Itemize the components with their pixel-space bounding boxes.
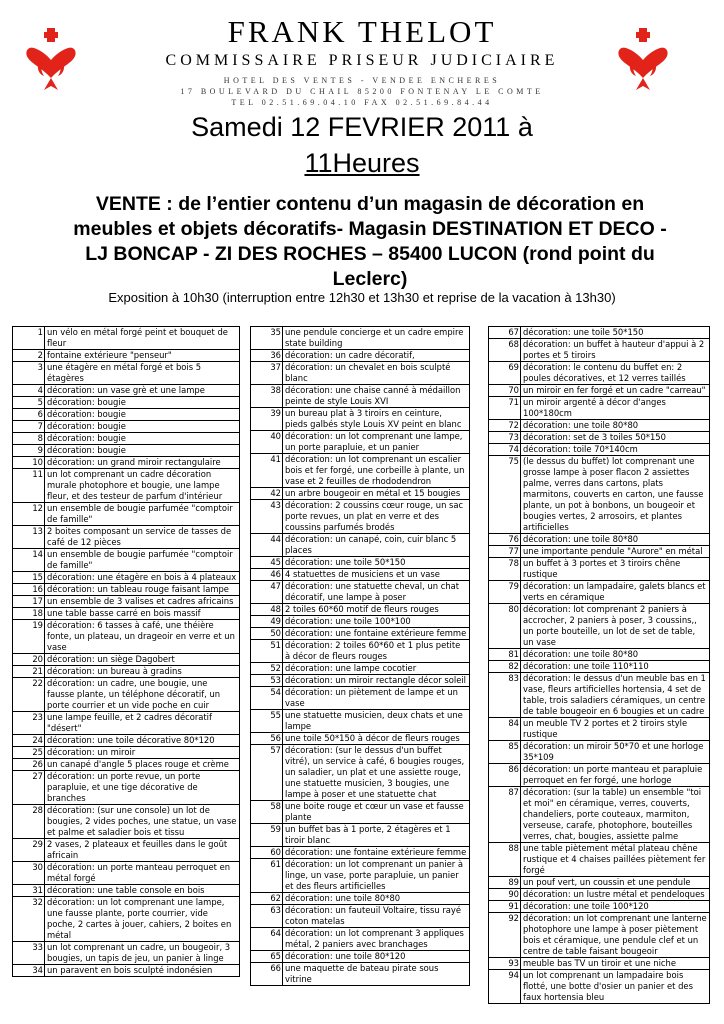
lot-number: 16	[13, 584, 45, 596]
lot-description: un miroir en fer forgé et un cadre "carreau"	[521, 385, 710, 397]
lot-number: 92	[489, 913, 521, 958]
lot-number: 88	[489, 843, 521, 877]
lot-number: 23	[13, 712, 45, 735]
lot-description: décoration: bougie	[45, 445, 240, 457]
lot-number: 40	[251, 431, 283, 454]
lot-description: décoration: toile 70*140cm	[521, 444, 710, 456]
lot-number: 57	[251, 745, 283, 801]
lot-number: 73	[489, 432, 521, 444]
lot-row	[13, 572, 240, 584]
lot-number: 89	[489, 877, 521, 889]
lot-number: 54	[251, 687, 283, 710]
lot-number: 29	[13, 839, 45, 862]
lot-number: 86	[489, 764, 521, 787]
lot-number: 34	[13, 965, 45, 977]
lot-row	[489, 718, 710, 741]
lot-number: 47	[251, 581, 283, 604]
lot-number: 33	[13, 942, 45, 965]
lot-row	[251, 454, 470, 488]
lot-number: 69	[489, 362, 521, 385]
lot-row	[13, 805, 240, 839]
lots-table-column-1	[12, 326, 240, 977]
lot-row	[13, 747, 240, 759]
lot-description: décoration: une table console en bois	[45, 885, 240, 897]
lot-row	[251, 801, 470, 824]
lot-row	[251, 327, 470, 350]
lot-description: une pendule concierge et un cadre empire state building	[283, 327, 470, 350]
lot-description: un pouf vert, un coussin et une pendule	[521, 877, 710, 889]
auctioneer-title: COMMISSAIRE PRISEUR JUDICIAIRE	[165, 52, 559, 69]
lot-number: 5	[13, 397, 45, 409]
lot-row	[13, 596, 240, 608]
contact-line: TEL 02.51.69.04.10 FAX 02.51.69.84.44	[231, 98, 493, 107]
lot-number: 9	[13, 445, 45, 457]
lot-number: 55	[251, 710, 283, 733]
lot-row	[489, 913, 710, 958]
lot-number: 32	[13, 897, 45, 942]
lot-description: (le dessus du buffet) lot comprenant une grosse lampe à poser flacon 2 assiettes palme, verres dans cartons, plats marmitons, couverts en carton, une fausse plante, un pot à bonbons, un bougeoir et bougies vertes, 2 arrosoirs, et plantes artificielles	[521, 456, 710, 534]
lot-number: 50	[251, 628, 283, 640]
lot-description: décoration: une toile 80*80	[521, 420, 710, 432]
lot-row	[13, 666, 240, 678]
lot-number: 51	[251, 640, 283, 663]
lot-number: 75	[489, 456, 521, 534]
lot-number: 78	[489, 558, 521, 581]
lot-description: décoration: set de 3 toiles 50*150	[521, 432, 710, 444]
lot-description: décoration: un lot comprenant 3 appliques métal, 2 paniers avec branchages	[283, 928, 470, 951]
lot-number: 41	[251, 454, 283, 488]
lot-number: 46	[251, 569, 283, 581]
lot-row	[251, 362, 470, 385]
lot-row	[251, 687, 470, 710]
lot-number: 62	[251, 893, 283, 905]
lot-number: 45	[251, 557, 283, 569]
lot-row	[13, 885, 240, 897]
lot-description: un miroir argenté à décor d'anges 100*180cm	[521, 397, 710, 420]
lot-description: un canapé d'angle 5 places rouge et crème	[45, 759, 240, 771]
lot-number: 31	[13, 885, 45, 897]
lot-row	[13, 433, 240, 445]
lot-description: un meuble TV 2 portes et 2 tiroirs style rustique	[521, 718, 710, 741]
lot-row	[251, 928, 470, 951]
lot-row	[251, 408, 470, 431]
lot-description: décoration: un cadre, une bougie, une fausse plante, un téléphone décoratif, un porte courrier et un vide poche en cuir	[45, 678, 240, 712]
lot-row	[251, 675, 470, 687]
lot-number: 15	[13, 572, 45, 584]
lot-description: décoration: une toile 50*150	[283, 557, 470, 569]
lot-number: 24	[13, 735, 45, 747]
lot-description: décoration: lot comprenant 2 paniers à accrocher, 2 paniers à poser, 3 coussins,, un porte bouteille, un lot de set de table, un vase	[521, 604, 710, 649]
lot-description: un paravent en bois sculpté indonésien	[45, 965, 240, 977]
lot-row	[251, 710, 470, 733]
lot-row	[13, 526, 240, 549]
lot-description: décoration: une lampe cocotier	[283, 663, 470, 675]
lot-description: décoration: (sur le dessus d'un buffet vitré), un service à café, 6 bougies rouges, un saladier, un plat et une assiette rouge, une statuette musicien, 3 bougies, une lampe à poser et une statuette chat	[283, 745, 470, 801]
lot-number: 42	[251, 488, 283, 500]
lot-description: décoration: un lustre métal et pendeloques	[521, 889, 710, 901]
lot-number: 39	[251, 408, 283, 431]
lot-number: 70	[489, 385, 521, 397]
lot-row	[251, 628, 470, 640]
lot-description: décoration: une toile 100*100	[283, 616, 470, 628]
lot-description: un lot comprenant un cadre décoration murale photophore et bougie, une lampe fleur, et des testeur de parfum d'intérieur	[45, 469, 240, 503]
lot-description: un buffet à 3 portes et 3 tiroirs chêne rustique	[521, 558, 710, 581]
lot-description: décoration: une toile décorative 80*120	[45, 735, 240, 747]
lot-description: une statuette musicien, deux chats et une lampe	[283, 710, 470, 733]
lot-row	[489, 604, 710, 649]
lots-table-column-2	[250, 326, 470, 986]
lot-row	[489, 787, 710, 843]
lot-number: 4	[13, 385, 45, 397]
lot-row	[251, 893, 470, 905]
lot-row	[489, 889, 710, 901]
lot-row	[489, 843, 710, 877]
lot-row	[251, 488, 470, 500]
lot-description: décoration: un lot comprenant une lampe, une fausse plante, porte courrier, vide poche, 2 cartes à jouer, cahiers, 2 boites en métal	[45, 897, 240, 942]
lot-description: décoration: un lot comprenant une lanterne photophore une lampe à poser piètement bois et céramique, une pendule clef et un centre de table faisant bougeoir	[521, 913, 710, 958]
lot-number: 59	[251, 824, 283, 847]
lot-row	[251, 824, 470, 847]
lot-number: 76	[489, 534, 521, 546]
lot-row	[251, 534, 470, 557]
lot-description: une maquette de bateau pirate sous vitrine	[283, 963, 470, 986]
lot-description: un buffet bas à 1 porte, 2 étagères et 1 tiroir blanc	[283, 824, 470, 847]
lot-row	[13, 503, 240, 526]
lot-row	[489, 558, 710, 581]
lot-row	[489, 456, 710, 534]
lot-number: 65	[251, 951, 283, 963]
lot-description: décoration: le contenu du buffet en: 2 poules décoratives, et 12 verres taillés	[521, 362, 710, 385]
lot-description: décoration: 6 tasses à café, une théière fonte, un plateau, un drageoir en verre et un vase	[45, 620, 240, 654]
lot-description: décoration: une chaise canné à médaillon peinte de style Louis XVI	[283, 385, 470, 408]
lot-row	[489, 764, 710, 787]
lot-row	[489, 958, 710, 970]
lot-row	[251, 663, 470, 675]
lot-number: 2	[13, 350, 45, 362]
lot-number: 74	[489, 444, 521, 456]
lot-row	[13, 362, 240, 385]
lot-number: 84	[489, 718, 521, 741]
lot-description: décoration: un lot comprenant une lampe, un porte parapluie, et un panier	[283, 431, 470, 454]
lot-number: 71	[489, 397, 521, 420]
lot-description: décoration: une étagère en bois à 4 plateaux	[45, 572, 240, 584]
lot-row	[13, 457, 240, 469]
lot-number: 67	[489, 327, 521, 339]
lot-number: 3	[13, 362, 45, 385]
lot-number: 49	[251, 616, 283, 628]
lot-row	[489, 339, 710, 362]
lot-description: décoration: une toile 100*120	[521, 901, 710, 913]
lot-description: décoration: une fontaine extérieure femme	[283, 847, 470, 859]
lot-description: décoration: un buffet à hauteur d'appui à 2 portes et 5 tiroirs	[521, 339, 710, 362]
lot-description: une lampe feuille, et 2 cadres décoratif "désert"	[45, 712, 240, 735]
lot-number: 72	[489, 420, 521, 432]
lot-row	[251, 905, 470, 928]
lot-description: une table piètement métal plateau chêne rustique et 4 chaises paillées piètement fer forgé	[521, 843, 710, 877]
lot-row	[489, 877, 710, 889]
lot-description: décoration: bougie	[45, 409, 240, 421]
lot-description: décoration: un piètement de lampe et un vase	[283, 687, 470, 710]
lot-row	[489, 444, 710, 456]
lot-row	[13, 712, 240, 735]
lot-number: 43	[251, 500, 283, 534]
lot-row	[13, 759, 240, 771]
lot-number: 64	[251, 928, 283, 951]
lot-row	[13, 421, 240, 433]
lot-row	[13, 469, 240, 503]
lot-row	[489, 327, 710, 339]
lot-description: 2 toiles 60*60 motif de fleurs rouges	[283, 604, 470, 616]
lot-row	[251, 569, 470, 581]
lot-row	[251, 745, 470, 801]
lot-number: 13	[13, 526, 45, 549]
lot-description: décoration: bougie	[45, 421, 240, 433]
lot-number: 53	[251, 675, 283, 687]
lot-row	[251, 604, 470, 616]
lot-description: décoration: (sur la table) un ensemble "toi et moi" en céramique, verres, couverts, chandeliers, porte couteaux, marmiton, verseuse, carafe, photophore, bouteilles verres, chat, bougies, assiette palme	[521, 787, 710, 843]
lot-number: 58	[251, 801, 283, 824]
lot-description: 2 boites composant un service de tasses de café de 12 pièces	[45, 526, 240, 549]
lot-number: 36	[251, 350, 283, 362]
lot-number: 52	[251, 663, 283, 675]
lot-number: 22	[13, 678, 45, 712]
lot-row	[489, 661, 710, 673]
lots-table-column-3	[488, 326, 710, 1004]
lot-number: 85	[489, 741, 521, 764]
lot-description: décoration: un tableau rouge faisant lampe	[45, 584, 240, 596]
sale-date: Samedi 12 FEVRIER 2011 à	[191, 112, 533, 142]
lot-row	[251, 581, 470, 604]
lot-description: décoration: un grand miroir rectangulaire	[45, 457, 240, 469]
lot-number: 66	[251, 963, 283, 986]
lot-description: décoration: un canapé, coin, cuir blanc 5 places	[283, 534, 470, 557]
lot-description: décoration: 2 coussins cœur rouge, un sac porte revues, un plat en verre et des coussins parfumés brodés	[283, 500, 470, 534]
lot-description: une table basse carré en bois massif	[45, 608, 240, 620]
lot-number: 26	[13, 759, 45, 771]
lot-row	[13, 445, 240, 457]
lot-number: 82	[489, 661, 521, 673]
lot-description: décoration: une fontaine extérieure femme	[283, 628, 470, 640]
lot-number: 35	[251, 327, 283, 350]
lot-description: décoration: une toile 50*150	[521, 327, 710, 339]
lot-row	[13, 385, 240, 397]
lot-row	[489, 362, 710, 385]
lot-number: 7	[13, 421, 45, 433]
lot-number: 8	[13, 433, 45, 445]
auctioneer-name: FRANK THELOT	[227, 14, 497, 49]
sale-description: VENTE : de l’entier contenu d’un magasin de décoration en meubles et objets décoratifs- Magasin DESTINATION ET DECO - LJ BONCAP - ZI DES ROCHES – 85400 LUCON (rond point du Leclerc)	[73, 193, 667, 290]
lot-description: un lot comprenant un cadre, un bougeoir, 3 bougies, un tapis de jeu, un panier à linge	[45, 942, 240, 965]
lot-description: une importante pendule "Aurore" en métal	[521, 546, 710, 558]
lot-description: décoration: un lampadaire, galets blancs et verts en céramique	[521, 581, 710, 604]
lot-row	[13, 862, 240, 885]
lot-description: un lot comprenant un lampadaire bois flotté, une botte d'osier un panier et des faux hortensia bleu	[521, 970, 710, 1004]
lot-description: fontaine extérieure "penseur"	[45, 350, 240, 362]
lot-row	[13, 584, 240, 596]
lot-number: 77	[489, 546, 521, 558]
lot-row	[13, 350, 240, 362]
lot-description: décoration: un cadre décoratif,	[283, 350, 470, 362]
lot-description: un vélo en métal forgé peint et bouquet de fleur	[45, 327, 240, 350]
lot-description: décoration: un miroir	[45, 747, 240, 759]
lot-row	[13, 654, 240, 666]
sale-time: 11Heures	[304, 148, 420, 178]
lot-number: 19	[13, 620, 45, 654]
lot-number: 1	[13, 327, 45, 350]
lot-description: 4 statuettes de musiciens et un vase	[283, 569, 470, 581]
address-line: HOTEL DES VENTES - VENDEE ENCHERES	[223, 76, 501, 85]
lot-description: décoration: un porte revue, un porte parapluie, et une tige décorative de branches	[45, 771, 240, 805]
lot-row	[13, 771, 240, 805]
lot-row	[13, 839, 240, 862]
lot-row	[489, 970, 710, 1004]
lot-row	[489, 901, 710, 913]
lot-number: 20	[13, 654, 45, 666]
lot-description: décoration: une toile 110*110	[521, 661, 710, 673]
lot-number: 44	[251, 534, 283, 557]
lot-number: 37	[251, 362, 283, 385]
lot-description: décoration: une toile 80*80	[283, 893, 470, 905]
lot-row	[13, 327, 240, 350]
lot-number: 90	[489, 889, 521, 901]
lot-description: meuble bas TV un tiroir et une niche	[521, 958, 710, 970]
lot-description: décoration: une toile 80*80	[521, 534, 710, 546]
lot-description: décoration: (sur une console) un lot de bougies, 2 vides poches, une statue, un vase et palme et saladier bois et tissu	[45, 805, 240, 839]
lot-description: une boite rouge et cœur un vase et fausse plante	[283, 801, 470, 824]
lot-row	[13, 608, 240, 620]
lot-number: 27	[13, 771, 45, 805]
lot-number: 94	[489, 970, 521, 1004]
lot-description: décoration: un bureau à gradins	[45, 666, 240, 678]
lot-row	[251, 640, 470, 663]
lot-number: 38	[251, 385, 283, 408]
lot-description: décoration: une toile 80*80	[521, 649, 710, 661]
lot-row	[489, 420, 710, 432]
lot-number: 25	[13, 747, 45, 759]
lot-row	[251, 951, 470, 963]
lot-row	[251, 733, 470, 745]
lot-row	[251, 847, 470, 859]
exposition-info: Exposition à 10h30 (interruption entre 12h30 et 13h30 et reprise de la vacation à 13h30)	[108, 290, 616, 305]
lot-description: décoration: un porte manteau perroquet en métal forgé	[45, 862, 240, 885]
lot-row	[489, 649, 710, 661]
lot-number: 60	[251, 847, 283, 859]
lot-number: 80	[489, 604, 521, 649]
lot-description: décoration: un siège Dagobert	[45, 654, 240, 666]
lot-description: un ensemble de bougie parfumée "comptoir de famille"	[45, 503, 240, 526]
lot-row	[251, 859, 470, 893]
lot-number: 28	[13, 805, 45, 839]
lot-description: décoration: un miroir 50*70 et une horloge 35*109	[521, 741, 710, 764]
lot-row	[489, 534, 710, 546]
lot-number: 17	[13, 596, 45, 608]
address-line: 17 BOULEVARD DU CHAIL 85200 FONTENAY LE COMTE	[180, 87, 544, 96]
lot-description: décoration: un vase grè et une lampe	[45, 385, 240, 397]
lot-row	[489, 673, 710, 718]
lot-description: décoration: un lot comprenant un panier à linge, un vase, porte parapluie, un panier et des fleurs artificielles	[283, 859, 470, 893]
lot-number: 56	[251, 733, 283, 745]
lot-number: 83	[489, 673, 521, 718]
lot-number: 14	[13, 549, 45, 572]
lot-description: décoration: le dessus d'un meuble bas en 1 vase, fleurs artificielles hortensia, 4 set de table, trois saladiers céramiques, un centre de table bougeoir en 6 bougies et un cadre	[521, 673, 710, 718]
lot-row	[251, 963, 470, 986]
lot-number: 21	[13, 666, 45, 678]
lot-number: 61	[251, 859, 283, 893]
lot-number: 12	[13, 503, 45, 526]
lot-row	[489, 741, 710, 764]
lot-row	[489, 546, 710, 558]
lot-description: décoration: un miroir rectangle décor soleil	[283, 675, 470, 687]
lot-row	[13, 897, 240, 942]
lot-description: un ensemble de 3 valises et cadres africains	[45, 596, 240, 608]
lot-row	[13, 397, 240, 409]
lot-number: 91	[489, 901, 521, 913]
lot-row	[13, 409, 240, 421]
lot-number: 79	[489, 581, 521, 604]
lot-row	[251, 500, 470, 534]
lot-description: décoration: une statuette cheval, un chat décoratif, une lampe à poser	[283, 581, 470, 604]
lot-number: 10	[13, 457, 45, 469]
lot-description: un arbre bougeoir en métal et 15 bougies	[283, 488, 470, 500]
lot-number: 6	[13, 409, 45, 421]
lot-row	[251, 431, 470, 454]
lot-number: 30	[13, 862, 45, 885]
lot-description: 2 vases, 2 plateaux et feuilles dans le goût africain	[45, 839, 240, 862]
lot-description: décoration: un lot comprenant un escalier bois et fer forgé, une corbeille à plante, un vase et 2 feuilles de rhododendron	[283, 454, 470, 488]
lot-row	[251, 385, 470, 408]
lot-number: 11	[13, 469, 45, 503]
lot-number: 87	[489, 787, 521, 843]
lot-number: 63	[251, 905, 283, 928]
lot-number: 18	[13, 608, 45, 620]
lot-row	[13, 942, 240, 965]
lot-row	[13, 965, 240, 977]
lot-row	[13, 549, 240, 572]
lot-row	[13, 678, 240, 712]
lot-row	[13, 735, 240, 747]
lot-description: décoration: un chevalet en bois sculpté blanc	[283, 362, 470, 385]
lot-description: décoration: un fauteuil Voltaire, tissu rayé coton matelas	[283, 905, 470, 928]
lot-row	[489, 581, 710, 604]
lot-description: un bureau plat à 3 tiroirs en ceinture, pieds galbés style Louis XV peint en blanc	[283, 408, 470, 431]
lot-row	[489, 397, 710, 420]
lot-row	[251, 557, 470, 569]
lot-number: 93	[489, 958, 521, 970]
lot-number: 81	[489, 649, 521, 661]
lot-description: décoration: une toile 80*120	[283, 951, 470, 963]
lot-row	[251, 616, 470, 628]
lot-description: un ensemble de bougie parfumée "comptoir de famille"	[45, 549, 240, 572]
lot-description: décoration: bougie	[45, 433, 240, 445]
lot-description: une étagère en métal forgé et bois 5 étagères	[45, 362, 240, 385]
lot-number: 48	[251, 604, 283, 616]
lot-number: 68	[489, 339, 521, 362]
lot-row	[489, 432, 710, 444]
lot-row	[489, 385, 710, 397]
lot-description: décoration: bougie	[45, 397, 240, 409]
lot-description: une toile 50*150 à décor de fleurs rouges	[283, 733, 470, 745]
lot-row	[13, 620, 240, 654]
lot-description: décoration: un porte manteau et parapluie perroquet en fer forgé, une horloge	[521, 764, 710, 787]
lot-row	[251, 350, 470, 362]
lot-description: décoration: 2 toiles 60*60 et 1 plus petite à décor de fleurs rouges	[283, 640, 470, 663]
